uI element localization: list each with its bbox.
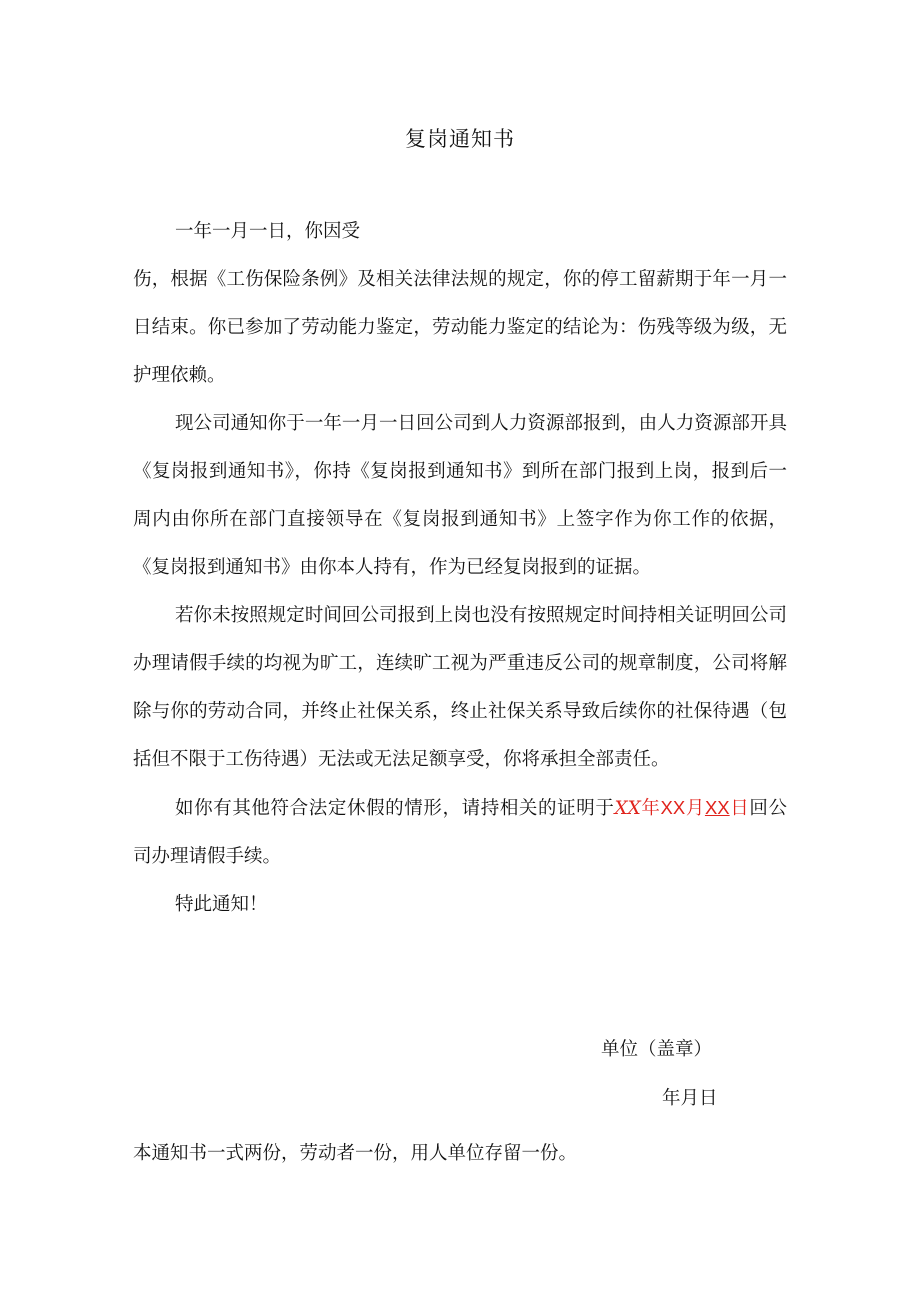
- leave-year-unit: 年: [640, 798, 661, 819]
- paragraph-absence: 若你未按照规定时间回公司报到上岗也没有按照规定时间持相关证明回公司办理请假手续的均视为旷工，连续旷工视为严重违反公司的规章制度，公司将解除与你的劳动合同，并终止社保关系，终止社保关系导致后续你的社保待遇（包括但不限于工伤待遇）无法或无法足额享受，你将承担全部责任。: [133, 605, 787, 770]
- leave-day-unit: 日: [729, 798, 750, 819]
- paragraph-injury: 伤，根据《工伤保险条例》及相关法律法规的规定，你的停工留薪期于年一月一日结束。你已参加了劳动能力鉴定，劳动能力鉴定的结论为：伤残等级为级，无护理依赖。: [133, 269, 787, 386]
- footer-note: 本通知书一式两份，劳动者一份，用人单位存留一份。: [133, 1143, 578, 1164]
- signature-unit: 单位（盖章）: [601, 1039, 713, 1060]
- document-title: 复岗通知书: [405, 127, 515, 151]
- leave-text-before: 如你有其他符合法定休假的情形，请持相关的证明于: [175, 798, 615, 819]
- opening-line: 一年一月一日，你因受: [175, 221, 361, 242]
- leave-text-after: 回公司办理请假手续。: [133, 798, 787, 867]
- paragraph-leave: [133, 784, 787, 881]
- leave-month-unit: 月: [685, 798, 705, 819]
- closing-line: 特此通知！: [175, 894, 268, 915]
- paragraph-report: 现公司通知你于一年一月一日回公司到人力资源部报到，由人力资源部开具《复岗报到通知书》，你持《复岗报到通知书》到所在部门报到上岗，报到后一周内由你所在部门直接领导在《复岗报到通知书》上签字作为你工作的依据，《复岗报到通知书》由你本人持有，作为已经复岗报到的证据。: [133, 413, 787, 578]
- leave-month-value: XX: [660, 797, 686, 818]
- leave-year-value: XX: [614, 798, 641, 819]
- document-body: [133, 208, 787, 929]
- signature-date: 年月日: [662, 1088, 718, 1109]
- leave-day-value: XX: [704, 797, 730, 818]
